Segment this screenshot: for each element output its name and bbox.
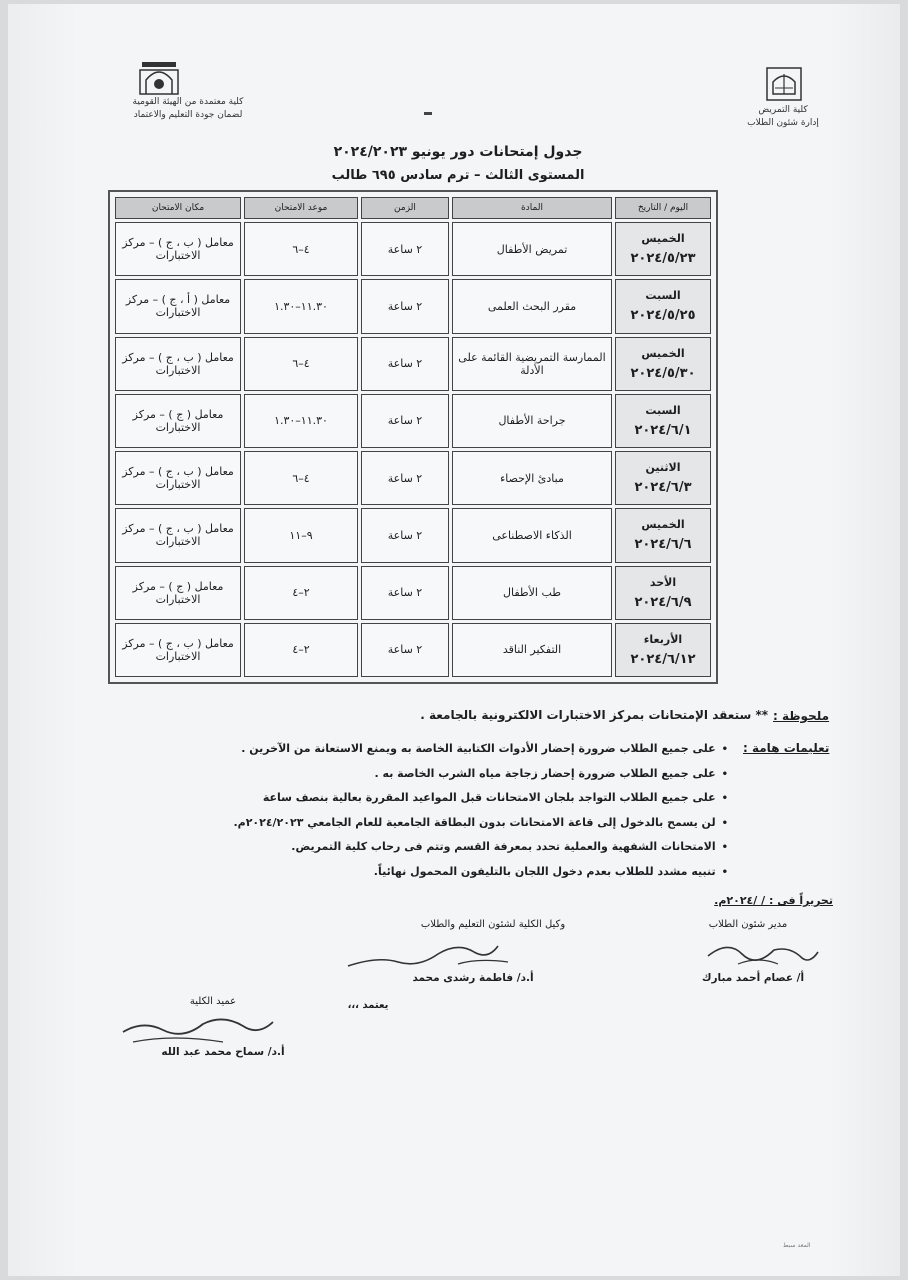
day-name: الاثنين bbox=[645, 461, 681, 475]
exam-place-cell: معامل ( ب ، ج ) – مركز الاختبارات bbox=[115, 337, 241, 391]
instructions-label: تعليمات هامة : bbox=[743, 741, 830, 755]
duration-cell: ٢ ساعة bbox=[361, 337, 449, 391]
table-row bbox=[115, 222, 711, 276]
exam-place-cell: معامل ( أ ، ج ) – مركز الاختبارات bbox=[115, 279, 241, 333]
duration-cell: ٢ ساعة bbox=[361, 451, 449, 505]
subject-cell: مقرر البحث العلمى bbox=[452, 279, 612, 333]
list-item bbox=[208, 791, 728, 816]
faculty-logo-icon bbox=[761, 64, 807, 104]
decorative-dash bbox=[424, 112, 432, 115]
exam-place-cell: معامل ( ب ، ج ) – مركز الاختبارات bbox=[115, 222, 241, 276]
exam-date: ٢٠٢٤/٥/٣٠ bbox=[630, 365, 696, 381]
exam-time-cell: ٤–٦ bbox=[244, 337, 358, 391]
left-header-line-2: لضمان جودة التعليم والاعتماد bbox=[133, 110, 243, 120]
bullet-icon: • bbox=[721, 817, 728, 829]
right-header-line-1: كلية التمريض bbox=[758, 105, 808, 115]
vice-dean-name: أ.د/ فاطمة رشدى محمد bbox=[412, 972, 534, 984]
left-header-line-1: كلية معتمدة من الهيئة القومية bbox=[132, 97, 244, 107]
header-exam-time: موعد الامتحان bbox=[244, 197, 358, 219]
instruction-text: لن يسمح بالدخول إلى قاعة الامتحانات بدون البطاقة الجامعية للعام الجامعي ٢٠٢٤/٢٠٢٣م. bbox=[233, 815, 716, 829]
day-name: السبت bbox=[645, 289, 681, 303]
list-item bbox=[208, 816, 728, 841]
header-exam-place: مكان الامتحان bbox=[115, 197, 241, 219]
vice-dean-title: وكيل الكلية لشئون التعليم والطلاب bbox=[420, 919, 566, 930]
duration-cell: ٢ ساعة bbox=[361, 222, 449, 276]
document-title: جدول إمتحانات دور يونيو ٢٠٢٤/٢٠٢٣ bbox=[333, 144, 583, 160]
exam-place-cell: معامل ( ج ) – مركز الاختبارات bbox=[115, 566, 241, 620]
day-date-cell bbox=[615, 337, 711, 391]
instruction-text: على جميع الطلاب ضرورة إحضار الأدوات الكتابية الخاصة به ويمنع الاستعانة من الآخرين . bbox=[241, 742, 716, 755]
table-row bbox=[115, 451, 711, 505]
day-name: الخميس bbox=[641, 232, 685, 246]
instruction-text: على جميع الطلاب التواجد بلجان الامتحانات قبل المواعيد المقررة بعالية بنصف ساعة bbox=[262, 791, 716, 804]
duration-cell: ٢ ساعة bbox=[361, 394, 449, 448]
day-date-cell bbox=[615, 566, 711, 620]
written-on-date: تحريراً فى : / /٢٠٢٤م. bbox=[714, 894, 833, 907]
exam-time-cell: ٩–١١ bbox=[244, 508, 358, 562]
document-subtitle: المستوى الثالث – ترم سادس ٦٩٥ طالب bbox=[331, 168, 585, 183]
day-name: الخميس bbox=[641, 346, 685, 360]
day-date-cell bbox=[615, 451, 711, 505]
exam-time-cell: ٤–٦ bbox=[244, 222, 358, 276]
table-header-row bbox=[115, 197, 711, 219]
dean-name: أ.د/ سماح محمد عبد الله bbox=[161, 1046, 285, 1058]
exam-schedule-table bbox=[112, 194, 714, 680]
duration-cell: ٢ ساعة bbox=[361, 279, 449, 333]
list-item bbox=[208, 840, 728, 865]
day-name: الأربعاء bbox=[643, 632, 683, 646]
day-name: الأحد bbox=[649, 575, 677, 589]
subject-cell: الذكاء الاصطناعى bbox=[452, 508, 612, 562]
table-row bbox=[115, 623, 711, 677]
table-row bbox=[115, 394, 711, 448]
exam-time-cell: ١١.٣٠–١.٣٠ bbox=[244, 394, 358, 448]
subject-cell: طب الأطفال bbox=[452, 566, 612, 620]
exam-date: ٢٠٢٤/٥/٢٣ bbox=[630, 251, 696, 267]
note-text: ** ستعقد الإمتحانات بمركز الاختبارات الالكترونية بالجامعة . bbox=[420, 708, 768, 722]
duration-cell: ٢ ساعة bbox=[361, 623, 449, 677]
affairs-director-name: أ/ عصام أحمد مبارك bbox=[701, 972, 805, 984]
approval-text: يعتمد ،،، bbox=[347, 1000, 389, 1011]
table-row bbox=[115, 279, 711, 333]
exam-place-cell: معامل ( ج ) – مركز الاختبارات bbox=[115, 394, 241, 448]
exam-place-cell: معامل ( ب ، ج ) – مركز الاختبارات bbox=[115, 508, 241, 562]
bullet-icon: • bbox=[721, 793, 728, 804]
exam-time-cell: ٢–٤ bbox=[244, 566, 358, 620]
right-header bbox=[738, 104, 828, 130]
subject-cell: مبادئ الإحصاء bbox=[452, 451, 612, 505]
dean-title: عميد الكلية bbox=[189, 996, 237, 1007]
note-label: ملحوظة : bbox=[773, 709, 830, 723]
exam-date: ٢٠٢٤/٦/١ bbox=[634, 422, 692, 438]
affairs-director-title: مدير شئون الطلاب bbox=[708, 919, 788, 930]
subject-cell: جراحة الأطفال bbox=[452, 394, 612, 448]
exam-schedule-frame bbox=[108, 190, 718, 684]
subject-cell: التفكير الناقد bbox=[452, 623, 612, 677]
duration-cell: ٢ ساعة bbox=[361, 566, 449, 620]
affairs-director-signature-icon bbox=[698, 936, 828, 970]
exam-date: ٢٠٢٤/٦/٦ bbox=[634, 537, 692, 553]
exam-time-cell: ٢–٤ bbox=[244, 623, 358, 677]
list-item bbox=[208, 865, 728, 890]
instruction-text: الامتحانات الشفهية والعملية تحدد بمعرفة القسم وتتم فى رحاب كلية التمريض. bbox=[291, 840, 716, 853]
day-name: السبت bbox=[645, 403, 681, 417]
exam-date: ٢٠٢٤/٦/١٢ bbox=[630, 651, 696, 667]
day-date-cell bbox=[615, 623, 711, 677]
exam-date: ٢٠٢٤/٦/٣ bbox=[634, 480, 692, 496]
exam-time-cell: ١١.٣٠–١.٣٠ bbox=[244, 279, 358, 333]
exam-place-cell: معامل ( ب ، ج ) – مركز الاختبارات bbox=[115, 623, 241, 677]
exam-date: ٢٠٢٤/٦/٩ bbox=[634, 594, 692, 610]
duration-cell: ٢ ساعة bbox=[361, 508, 449, 562]
footer-mark: المعد سبط bbox=[783, 1242, 811, 1249]
exam-time-cell: ٤–٦ bbox=[244, 451, 358, 505]
day-date-cell bbox=[615, 222, 711, 276]
list-item bbox=[208, 742, 728, 767]
bullet-icon: • bbox=[721, 866, 728, 878]
right-header-line-2: إدارة شئون الطلاب bbox=[747, 118, 819, 128]
table-row bbox=[115, 566, 711, 620]
bullet-icon: • bbox=[721, 768, 728, 780]
subject-cell: الممارسة التمريضية القائمة على الأدلة bbox=[452, 337, 612, 391]
bullet-icon: • bbox=[721, 842, 728, 853]
header-day-date: اليوم / التاريخ bbox=[615, 197, 711, 219]
subject-cell: تمريض الأطفال bbox=[452, 222, 612, 276]
instruction-text: تنبيه مشدد للطلاب بعدم دخول اللجان بالتليفون المحمول نهائياً. bbox=[373, 864, 716, 878]
exam-date: ٢٠٢٤/٥/٢٥ bbox=[630, 308, 696, 324]
dean-signature-icon bbox=[113, 1012, 283, 1048]
day-date-cell bbox=[615, 394, 711, 448]
table-row bbox=[115, 337, 711, 391]
list-item bbox=[208, 767, 728, 792]
document-page bbox=[8, 4, 900, 1276]
day-date-cell bbox=[615, 508, 711, 562]
table-row bbox=[115, 508, 711, 562]
day-name: الخميس bbox=[641, 518, 685, 532]
instruction-text: على جميع الطلاب ضرورة إحضار زجاجة مياه الشرب الخاصة به . bbox=[374, 766, 716, 780]
instructions-list bbox=[208, 742, 728, 889]
day-date-cell bbox=[615, 279, 711, 333]
vice-dean-signature-icon bbox=[338, 936, 528, 972]
header-subject: المادة bbox=[452, 197, 612, 219]
accreditation-logo-icon bbox=[136, 60, 182, 100]
exam-place-cell: معامل ( ب ، ج ) – مركز الاختبارات bbox=[115, 451, 241, 505]
bullet-icon: • bbox=[721, 744, 728, 755]
left-header bbox=[108, 96, 268, 122]
header-duration: الزمن bbox=[361, 197, 449, 219]
